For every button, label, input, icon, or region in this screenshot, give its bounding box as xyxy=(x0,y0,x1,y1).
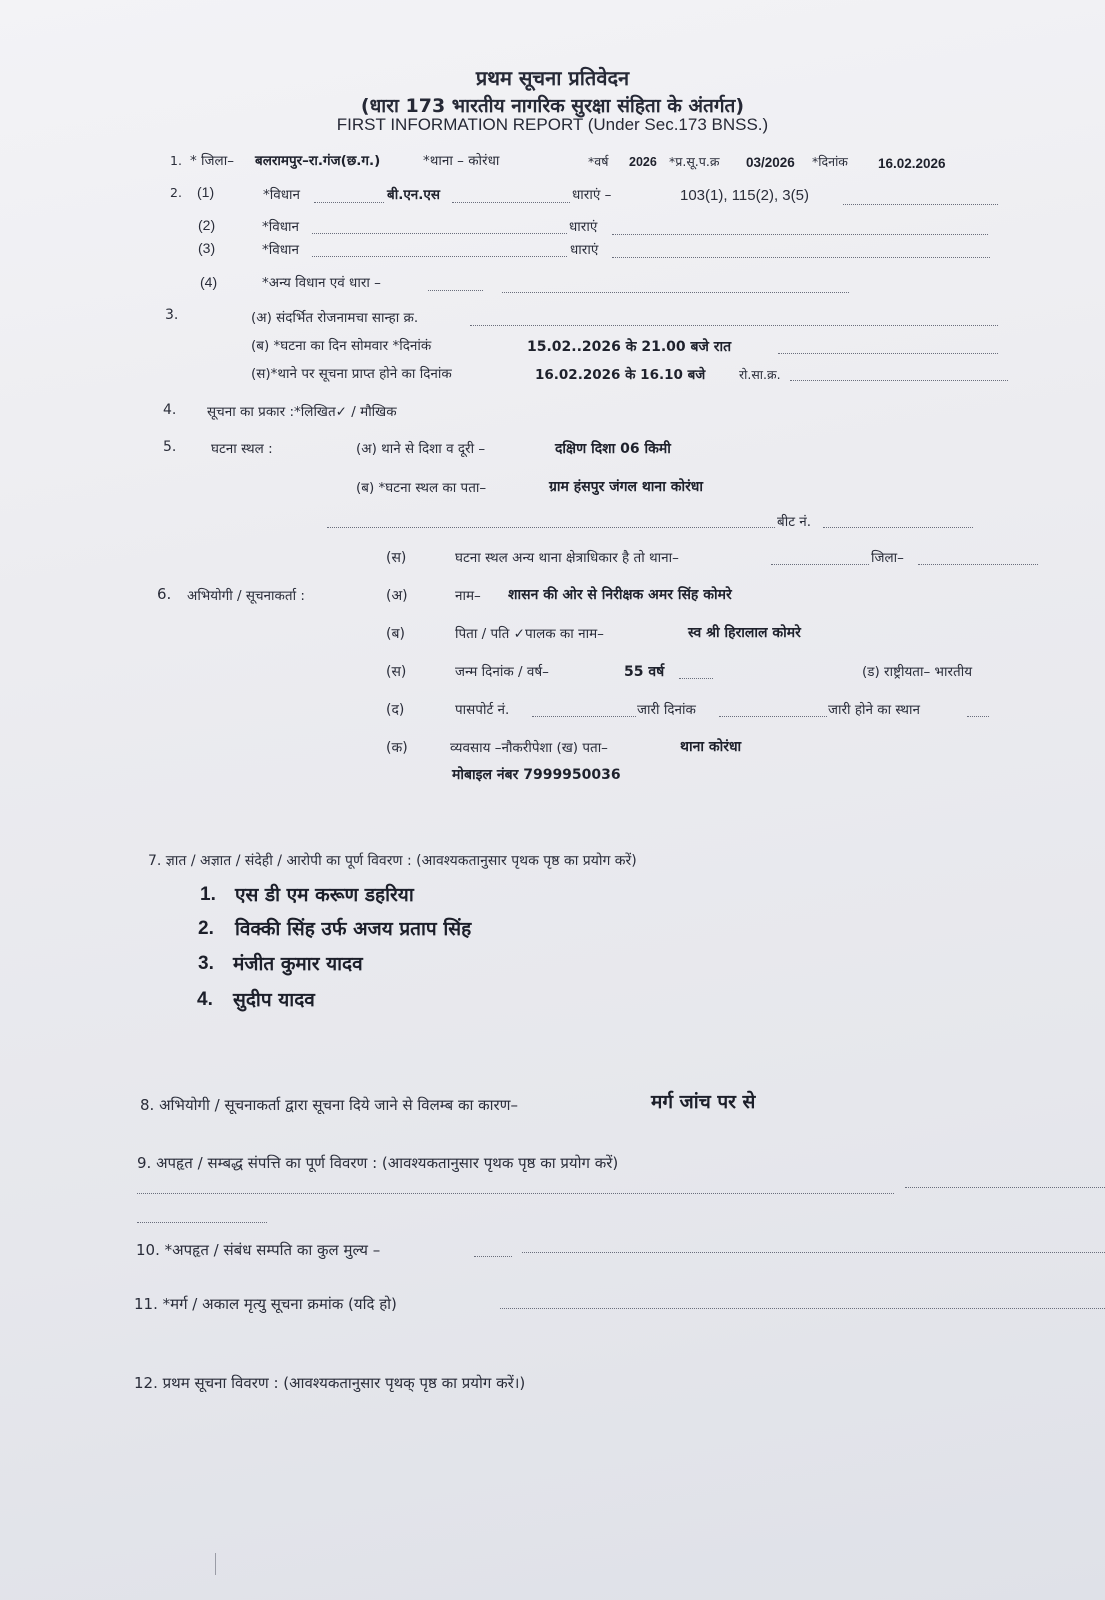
accused-name: सुदीप यादव xyxy=(233,989,315,1011)
law-1-sections-label: धाराएं – xyxy=(572,187,612,203)
law-2-sections-label: धाराएं xyxy=(569,219,598,235)
passport-issue-date-line xyxy=(719,716,827,717)
fir-date-label: *दिनांक xyxy=(812,154,848,169)
law-1-number: (1) xyxy=(197,184,215,200)
item-6-number: 6. xyxy=(157,585,172,603)
item-6e-number: (क) xyxy=(386,740,408,756)
accused-number: 2. xyxy=(198,918,214,939)
accused-name: मंजीत कुमार यादव xyxy=(233,953,363,975)
property-value-line-a xyxy=(474,1256,512,1257)
occupation-address-label: व्यवसाय –नौकरीपेशा (ख) पता– xyxy=(450,740,608,756)
incident-place-label: घटना स्थल : xyxy=(211,441,273,457)
law-3-number: (3) xyxy=(198,240,216,256)
law-1-act-line-b xyxy=(452,202,570,203)
law-3-sections-line xyxy=(612,257,990,258)
other-thana-line xyxy=(771,564,869,565)
incident-date-line xyxy=(778,353,998,354)
item-1-number: 1. xyxy=(170,153,182,168)
father-name-value: स्व श्री हिरालाल कोमरे xyxy=(688,625,801,641)
address-continuation-line xyxy=(327,527,775,528)
law-2-act-line xyxy=(312,233,567,234)
marg-number-line xyxy=(500,1308,1105,1309)
property-value-label: 10. *अपहृत / संबंध सम्पति का कुल मुल्य – xyxy=(136,1241,381,1259)
fir-number-label: *प्र.सू.प.क्र xyxy=(669,154,720,169)
incident-address-label: (ब) *घटना स्थल का पता– xyxy=(356,480,487,496)
property-details-label: 9. अपहृत / सम्बद्ध संपत्ति का पूर्ण विवरण : (आवश्यकतानुसार पृथक पृष्ठ का प्रयोग करें) xyxy=(137,1154,619,1172)
passport-issue-date-label: जारी दिनांक xyxy=(637,702,696,718)
law-2-number: (2) xyxy=(198,217,216,233)
form-title-hindi: प्रथम सूचना प्रतिवेदन xyxy=(475,66,630,90)
passport-issue-place-label: जारी होने का स्थान xyxy=(828,702,921,718)
info-type-text: सूचना का प्रकार :*लिखित✓ / मौखिक xyxy=(207,404,397,420)
father-name-label: पिता / पति ✓पालक का नाम– xyxy=(455,626,604,642)
info-received-value: 16.02.2026 के 16.10 बजे xyxy=(535,367,706,383)
law-3-label: *विधान xyxy=(262,242,300,258)
passport-label: पासपोर्ट नं. xyxy=(455,702,510,718)
fir-number-value: 03/2026 xyxy=(746,155,795,170)
item-6c-number: (स) xyxy=(386,664,407,680)
law-1-label: *विधान xyxy=(263,187,301,203)
law-2-label: *विधान xyxy=(262,219,300,235)
law-1-act-line-a xyxy=(314,202,384,203)
complainant-name-label: नाम– xyxy=(455,588,481,604)
law-4-label: *अन्य विधान एवं धारा – xyxy=(262,275,381,291)
direction-distance-value: दक्षिण दिशा 06 किमी xyxy=(555,441,671,457)
property-line-c xyxy=(137,1222,267,1223)
passport-issue-place-line xyxy=(967,716,989,717)
accused-number: 4. xyxy=(197,989,213,1010)
accused-number: 3. xyxy=(198,953,214,974)
law-4-line-a xyxy=(428,290,483,291)
item-5-number: 5. xyxy=(163,439,177,455)
accused-name: एस डी एम करूण डहरिया xyxy=(235,884,414,906)
birth-year-label: जन्म दिनांक / वर्ष– xyxy=(455,664,549,680)
law-1-sections-line xyxy=(843,204,998,205)
roznamcha-label: (अ) संदर्भित रोजनामचा सान्हा क्र. xyxy=(251,310,419,326)
item-4-number: 4. xyxy=(163,402,177,418)
beat-label: बीट नं. xyxy=(777,514,812,530)
nationality-text: (ड) राष्ट्रीयता– भारतीय xyxy=(862,664,973,680)
law-1-act-value: बी.एन.एस xyxy=(387,187,441,203)
accused-name: विक्की सिंह उर्फ अजय प्रताप सिंह xyxy=(235,918,472,940)
delay-reason-value: मर्ग जांच पर से xyxy=(651,1091,756,1113)
year-label: *वर्ष xyxy=(588,154,609,169)
item-6d-number: (द) xyxy=(386,702,405,718)
law-3-sections-label: धाराएं xyxy=(570,242,599,258)
incident-address-value: ग्राम हंसपुर जंगल थाना कोरंधा xyxy=(549,479,704,495)
item-6b-number: (ब) xyxy=(386,626,405,642)
age-line xyxy=(679,678,713,679)
form-title-english: FIRST INFORMATION REPORT (Under Sec.173 BNSS.) xyxy=(336,115,769,134)
district-value: बलरामपुर–रा.गंज(छ.ग.) xyxy=(255,153,381,169)
marg-number-label: 11. *मर्ग / अकाल मृत्यु सूचना क्रमांक (यदि हो) xyxy=(134,1295,397,1313)
roznamcha-line xyxy=(470,325,998,326)
law-4-line-b xyxy=(502,292,849,293)
rosa-label: रो.सा.क्र. xyxy=(739,367,781,382)
rosa-line xyxy=(790,380,1008,381)
district-label: * जिला– xyxy=(190,153,234,169)
info-received-label: (स)*थाने पर सूचना प्राप्त होने का दिनांक xyxy=(251,366,452,382)
property-line-a xyxy=(137,1193,894,1194)
item-2-number: 2. xyxy=(170,185,182,200)
other-jurisdiction-label: घटना स्थल अन्य थाना क्षेत्राधिकार है तो थाना– xyxy=(455,550,679,566)
accused-details-label: 7. ज्ञात / अज्ञात / संदेही / आरोपी का पूर्ण विवरण : (आवश्यकतानुसार पृथक पृष्ठ का प्रयोग करें) xyxy=(148,853,637,869)
fir-description-label: 12. प्रथम सूचना विवरण : (आवश्यकतानुसार पृथक् पृष्ठ का प्रयोग करें।) xyxy=(134,1374,526,1392)
property-line-b xyxy=(905,1187,1105,1188)
item-5c-number: (स) xyxy=(386,550,407,566)
complainant-label: अभियोगी / सूचनाकर्ता : xyxy=(187,588,305,604)
incident-date-time-value: 15.02..2026 के 21.00 बजे रात xyxy=(527,339,732,355)
item-6a-number: (अ) xyxy=(386,588,408,604)
direction-distance-label: (अ) थाने से दिशा व दूरी – xyxy=(356,441,486,457)
other-district-line xyxy=(918,564,1038,565)
accused-number: 1. xyxy=(200,884,216,905)
complainant-mobile: मोबाइल नंबर 7999950036 xyxy=(452,767,621,783)
form-subtitle-hindi: (धारा 173 भारतीय नागरिक सुरक्षा संहिता के अंतर्गत) xyxy=(360,95,745,117)
law-2-sections-line xyxy=(612,234,988,235)
passport-line xyxy=(532,716,636,717)
other-district-label: जिला– xyxy=(871,550,904,566)
incident-day-date-label: (ब) *घटना का दिन सोमवार *दिनांकं xyxy=(251,338,432,354)
property-value-line-b xyxy=(522,1252,1105,1253)
thana-label: *थाना – कोरंधा xyxy=(423,153,500,169)
year-value: 2026 xyxy=(629,155,657,169)
beat-line xyxy=(823,527,973,528)
law-4-number: (4) xyxy=(200,274,218,290)
complainant-name-value: शासन की ओर से निरीक्षक अमर सिंह कोमरे xyxy=(508,587,732,603)
age-value: 55 वर्ष xyxy=(624,664,665,680)
complainant-address-value: थाना कोरंधा xyxy=(680,739,742,755)
law-1-sections-value: 103(1), 115(2), 3(5) xyxy=(680,187,809,204)
law-3-act-line xyxy=(312,256,567,257)
item-3-number: 3. xyxy=(165,307,179,323)
delay-reason-label: 8. अभियोगी / सूचनाकर्ता द्वारा सूचना दिये जाने से विलम्ब का कारण– xyxy=(140,1096,519,1114)
paper-mark xyxy=(215,1553,216,1575)
fir-date-value: 16.02.2026 xyxy=(878,156,946,171)
